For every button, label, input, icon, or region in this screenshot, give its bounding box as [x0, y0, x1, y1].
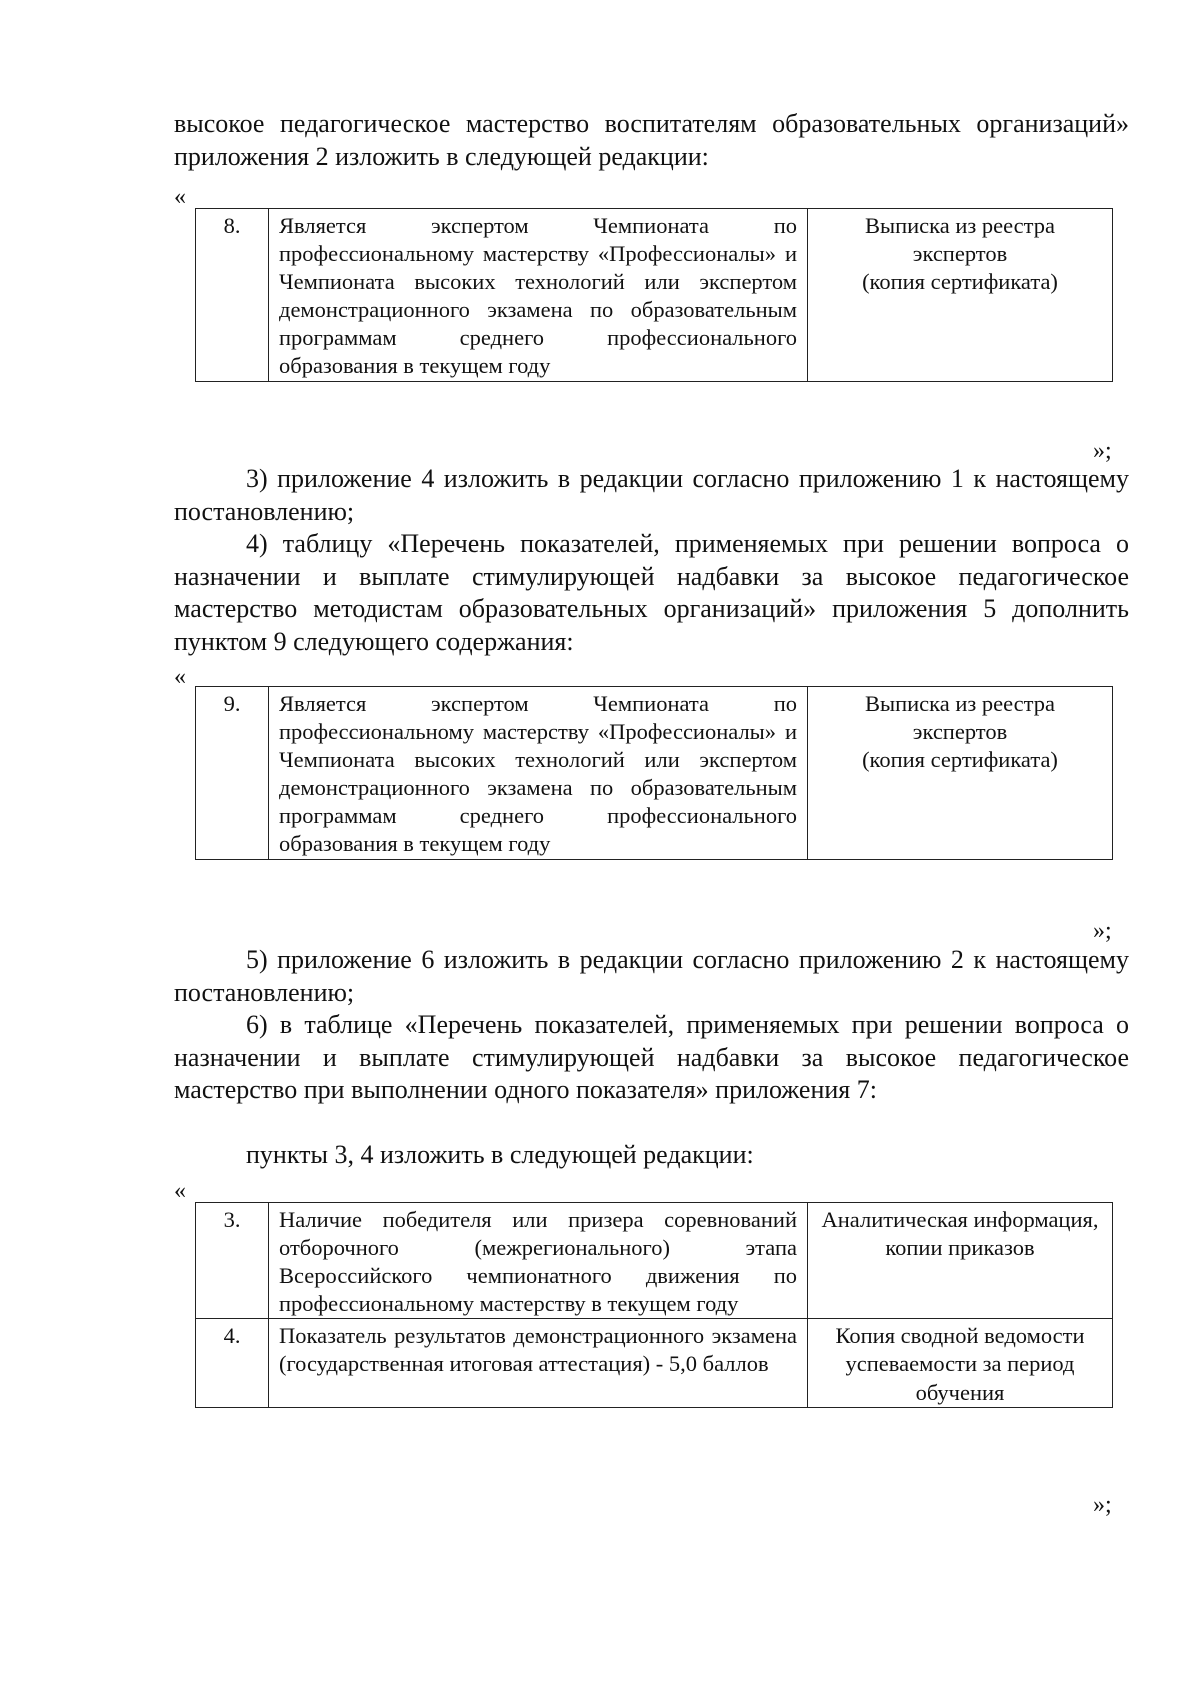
table-point-8: [195, 208, 1113, 382]
table-points-3-4: [195, 1202, 1113, 1408]
row-description: Показатель результатов демонстрационного экзамена (государственная итоговая аттестация) - 5,0 баллов: [269, 1319, 808, 1407]
proof-line-1: Копия сводной ведомости: [835, 1323, 1085, 1349]
row-number: 4.: [196, 1319, 269, 1407]
close-quote-2: »;: [1093, 918, 1112, 944]
proof-line-2: успеваемости за период обучения: [845, 1351, 1075, 1405]
proof-line-1: Аналитическая информация,: [821, 1207, 1099, 1232]
item-6-paragraph: 6) в таблице «Перечень показателей, применяемых при решении вопроса о назначении и выплате стимулирующей надбавки за высокое педагогическое мастерство при выполнении одного показателя» приложения 7:: [174, 1010, 1129, 1104]
item-6-subparagraph: пункты 3, 4 изложить в следующей редакции:: [246, 1140, 754, 1169]
row-number: 8.: [196, 209, 269, 382]
row-description: Является экспертом Чемпионата по профессиональному мастерству «Профессионалы» и Чемпионата высоких технологий или экспертом демонстрационного экзамена по образовательным программам среднего профессионального образования в текущем году: [269, 687, 808, 860]
proof-line-1: Выписка из реестра экспертов: [864, 691, 1056, 745]
open-quote-3: «: [174, 1178, 186, 1204]
item-5-paragraph: 5) приложение 6 изложить в редакции согласно приложению 2 к настоящему постановлению;: [174, 945, 1129, 1007]
proof-line-2: (копия сертификата): [862, 269, 1058, 295]
row-description: Является экспертом Чемпионата по профессиональному мастерству «Профессионалы» и Чемпионата высоких технологий или экспертом демонстрационного экзамена по образовательным программам среднего профессионального образования в текущем году: [269, 209, 808, 382]
table-point-9: [195, 686, 1113, 860]
proof-line-2: (копия сертификата): [862, 747, 1058, 773]
open-quote-1: «: [174, 184, 186, 210]
table-row: [196, 1319, 1113, 1407]
close-quote-3: »;: [1093, 1492, 1112, 1518]
open-quote-2: «: [174, 664, 186, 690]
row-description: Наличие победителя или призера соревнований отборочного (межрегионального) этапа Всероссийского чемпионатного движения по профессиональному мастерству в текущем году: [269, 1203, 808, 1319]
row-proof: [808, 1203, 1113, 1319]
table-row: [196, 1203, 1113, 1319]
row-proof: [808, 209, 1113, 382]
item-3-paragraph: 3) приложение 4 изложить в редакции согласно приложению 1 к настоящему постановлению;: [174, 464, 1129, 526]
table-row: [196, 687, 1113, 860]
row-number: 9.: [196, 687, 269, 860]
proof-line-1: Выписка из реестра экспертов: [864, 213, 1056, 267]
table-row: [196, 209, 1113, 382]
proof-line-2: копии приказов: [885, 1235, 1035, 1261]
intro-paragraph: высокое педагогическое мастерство воспитателям образовательных организаций» приложения 2 изложить в следующей редакции:: [174, 109, 1129, 171]
close-quote-1: »;: [1093, 438, 1112, 464]
row-number: 3.: [196, 1203, 269, 1319]
row-proof: [808, 687, 1113, 860]
row-proof: [808, 1319, 1113, 1407]
item-4-paragraph: 4) таблицу «Перечень показателей, применяемых при решении вопроса о назначении и выплате стимулирующей надбавки за высокое педагогическое мастерство методистам образовательных организаций» приложения 5 дополнить пунктом 9 следующего содержания:: [174, 529, 1129, 656]
